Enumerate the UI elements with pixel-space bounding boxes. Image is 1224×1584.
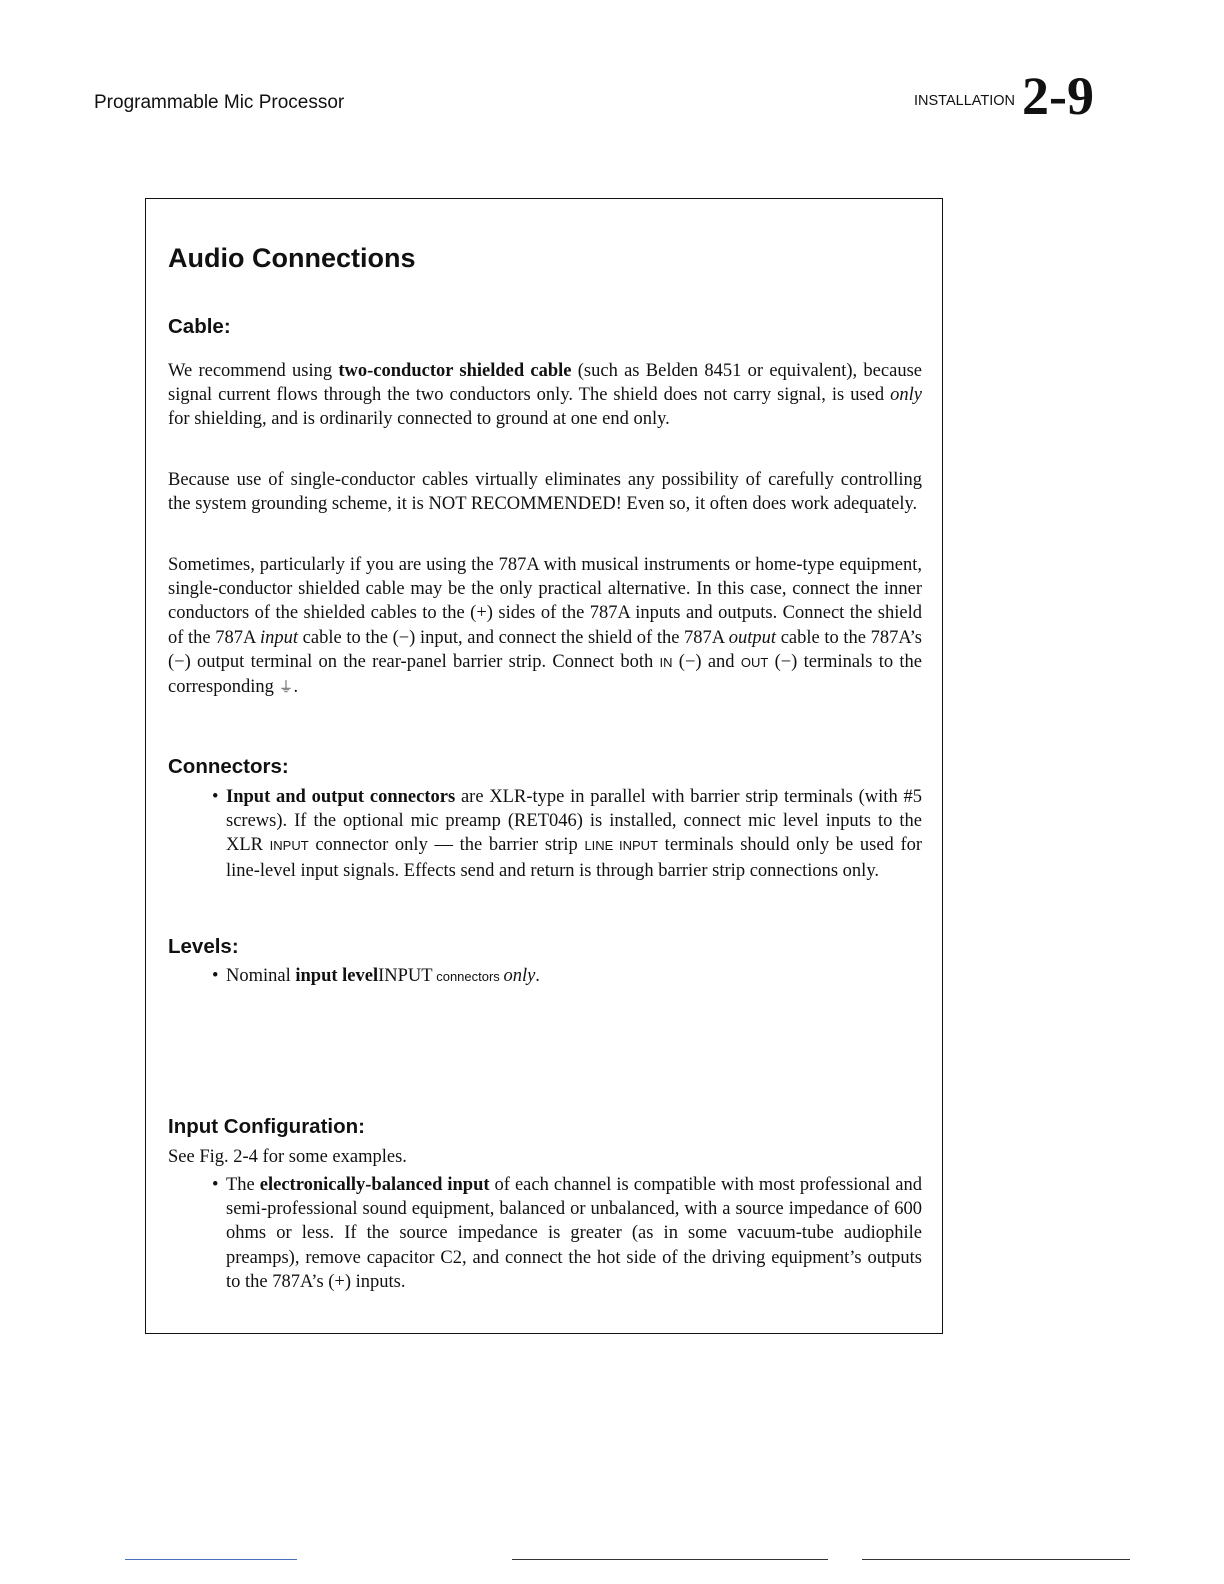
page-number: 2-9	[1022, 66, 1094, 126]
connectors-bullet: • Input and output connectors are XLR-type in parallel with barrier strip terminals (with #5 screws). If the optional mic preamp (RET046) is installed, connect mic level inputs to the XLR INPUT connector only — the barrier strip LINE INPUT terminals should only be used for line-level input signals. Effects send and return is through barrier strip connections only.	[212, 787, 923, 881]
cable-heading: Cable:	[168, 315, 231, 338]
bullet-icon: •	[212, 787, 219, 807]
footer-rule-right	[862, 1559, 1130, 1560]
header-section-label: INSTALLATION	[914, 93, 1015, 109]
input-configuration-bullet: • The electronically-balanced input of each channel is compatible with most professional and semi-professional sound equipment, balanced or unbalanced, with a source impedance of 600 ohms or less. If the source impedance is greater (as in some vacuum-tube audiophile preamps), remove capacitor C2, and connect the hot side of the driving equipment’s outputs to the 787A’s (+) inputs.	[212, 1175, 922, 1292]
header-left-title: Programmable Mic Processor	[94, 92, 345, 113]
box-title: Audio Connections	[168, 243, 416, 273]
bullet-icon: •	[212, 1175, 219, 1195]
footer-rule-left	[125, 1559, 297, 1560]
cable-paragraph-3: Sometimes, particularly if you are using the 787A with musical instruments or home-type equipment, single-conductor shielded cable may be the only practical alternative. In this case, connect the inner conductors of the shielded cables to the (+) sides of the 787A inputs and outputs. Connect the shield of the 787A input cable to the (−) input, and connect the shield of the 787A output cable to the 787A’s (−) output terminal on the rear-panel barrier strip. Connect both IN (−) and OUT (−) terminals to the corresponding ⏚.	[168, 555, 923, 698]
input-configuration-intro: See Fig. 2-4 for some examples.	[168, 1147, 407, 1167]
cable-paragraph-2: Because use of single-conductor cables virtually eliminates any possibility of carefully controlling the system grounding scheme, it is NOT RECOMMENDED! Even so, it often does work adequately.	[168, 470, 922, 515]
connectors-heading: Connectors:	[168, 755, 289, 778]
levels-heading: Levels:	[168, 935, 239, 958]
bullet-icon: •	[212, 966, 219, 986]
cable-paragraph-1: We recommend using two-conductor shielded cable (such as Belden 8451 or equivalent), because signal current flows through the two conductors only. The shield does not carry signal, is used only for shielding, and is ordinarily connected to ground at one end only.	[168, 361, 922, 430]
ground-icon: ⏚	[278, 678, 294, 697]
levels-bullet: • Nominal input levelINPUT connectors only.	[226, 964, 922, 989]
audio-connections-box	[145, 198, 943, 1334]
input-configuration-heading: Input Configuration:	[168, 1115, 365, 1138]
footer-rule-center	[512, 1559, 828, 1560]
